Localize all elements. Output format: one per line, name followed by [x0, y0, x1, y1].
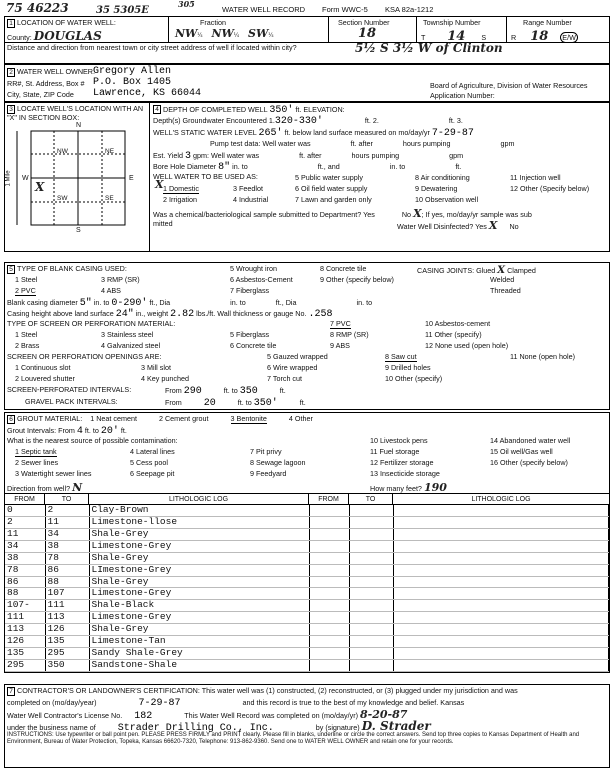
owner-address: P.O. Box 1405	[93, 77, 172, 88]
use-domestic: 1 Domestic	[163, 184, 199, 193]
log-description: Clay-Brown	[89, 505, 309, 516]
table-row	[5, 516, 609, 528]
owner-city: Lawrence, KS 66044	[93, 88, 202, 99]
hand-note: 75 46223	[6, 1, 69, 15]
log-from: 107-	[5, 600, 45, 612]
yield-value: 3	[184, 151, 191, 162]
log-from: 78	[5, 564, 45, 576]
section-well-depth: 3 LOCATE WELL'S LOCATION WITH AN "X" IN SECTION BOX: N S W E NW NE SW SE X 1 Mile 4 DEPTH OF COMPLETED WELL 350' ft. ELEVATION: Depth(s) Groundwater Encountered 1.320-330' ft. 2. ft. 3. WELL'S STATIC WATER LEVEL 265' ft. below land surface measured on mo/day/yr 7-29-87 Pump test data: Well water was ft. after hours pumping gpm Est. Yield 3 gpm: Well water was ft. after hours pumping gpm Bore Hole Diameter 8" in. to ft., and in. to ft. WELL WATER TO BE USED AS: X 1 Domestic 2 Irrigation 3 Feedlot 4 Industrial 5 Public water supply 6 Oil field water supply 7 Lawn and garden only 8 Air conditioning 9 Dewatering 10 Observation well 11 Injection well 12 Other (Specify below) Was a chemical/bacteriological sample submitted to Department? Yes No X; If yes, mo/day/yr sample was sub mitted Water Well Disinfected? Yes X No	[4, 102, 610, 252]
fraction-1: NW	[175, 27, 198, 40]
lithologic-log: FROM TO LITHOLOGIC LOG FROM TO LITHOLOGIC LOG 0 2 Clay-Brown 2 11 Limestone-llose 11 34 Shale-Grey 34 38 Limestone-Grey 38 78 Shale-Grey 78 86 LImestone-Grey 86 88 Shale-Grey 88 107 Limestone-Grey 107- 111 Shale-Black 111 113 Limestone-Grey 113 126 Shale-Grey 126 135 Limestone-Tan 135 295 Sandy Shale-Grey 295 350 Sandstone-Shale	[4, 494, 610, 673]
opening-saw-cut: 8 Saw cut	[385, 352, 417, 361]
log-from: 0	[5, 505, 45, 516]
perf-from: 290	[183, 386, 202, 397]
hand-note-2: 35 5305E	[96, 5, 149, 16]
range-value: 18	[530, 29, 549, 44]
log-description: Sandstone-Shale	[89, 659, 309, 671]
screen-pvc: 7 PVC	[330, 319, 351, 328]
log-description: Limestone-llose	[89, 516, 309, 528]
log-description: Shale-Grey	[89, 528, 309, 540]
county-value: DOUGLAS	[33, 29, 102, 43]
log-from: 34	[5, 540, 45, 552]
disinfect-yes-mark: X	[488, 219, 498, 232]
county-label: County:	[7, 33, 32, 42]
direction-label: Distance and direction from nearest town or city street address of well if located within city?	[7, 43, 297, 52]
log-from: 11	[5, 528, 45, 540]
log-to: 295	[45, 648, 89, 660]
casing-weight: 2.82	[170, 309, 195, 320]
log-to: 107	[45, 588, 89, 600]
contam-septic: 1 Septic tank	[15, 447, 57, 456]
log-to: 86	[45, 564, 89, 576]
gravel-from: 20	[203, 398, 216, 409]
table-row	[5, 505, 609, 516]
log-description: Sandy Shale-Grey	[89, 648, 309, 660]
section-grout: 6 GROUT MATERIAL: 1 Neat cement 2 Cement grout 3 Bentonite 4 Other Grout Intervals: From 4 ft. to 20' ft. What is the nearest source of possible contamination: 1 Septic tank 2 Sewer lines 3 Watertight sewer lines 4 Lateral lines 5 Cess pool 6 Seepage pit 7 Pit privy 8 Sewage lagoon 9 Feedyard 10 Livestock pens 11 Fuel storage 12 Fertilizer storage 13 Insecticide storage 14 Abandoned water well 15 Oil well/Gas well 16 Other (specify below) Direction from well? N How many feet? 190	[4, 412, 610, 494]
log-from: 295	[5, 659, 45, 671]
log-to: 135	[45, 636, 89, 648]
section-certification: 7 CONTRACTOR'S OR LANDOWNER'S CERTIFICATION: This water well was (1) constructed, (2) reconstructed, or (3) plugged under my jurisdiction and was completed on (mo/day/year) 7-29-87 and this record is true to the best of my knowledge and belief. Kansas Water Well Contractor's License No. 182 This Water Well Record was completed on (mo/day/yr) 8-20-87 under the business name of Strader Drilling Co., Inc. by (signature) D. Strader INSTRUCTIONS: Use typewriter or ball point pen. PLEASE PRESS FIRMLY and PRINT clearly. Please fill in blanks, underline or circle the correct answers. Send top three copies to Kansas Department of Health and Environment, Bureau of Water Protection, Topeka, Kansas 66620-7320, Telephone: 913-862-9360. Send one to WATER WELL OWNER and retain one for your records.	[4, 684, 610, 768]
distance-value: 190	[423, 481, 447, 494]
log-from: 111	[5, 612, 45, 624]
log-to: 126	[45, 624, 89, 636]
location-label: LOCATION OF WATER WELL:	[17, 18, 116, 27]
log-from: 2	[5, 516, 45, 528]
table-row	[5, 576, 609, 588]
license-number: 182	[134, 711, 153, 722]
perf-to: 350	[239, 386, 258, 397]
casing-depth: 0-290'	[111, 298, 148, 309]
township-value: 14	[447, 29, 466, 44]
log-to: 34	[45, 528, 89, 540]
table-row	[5, 540, 609, 552]
record-date: 8-20-87	[360, 708, 408, 721]
form-title: WATER WELL RECORD	[222, 5, 306, 14]
log-from: 86	[5, 576, 45, 588]
static-date: 7-29-87	[431, 128, 474, 139]
well-location-mark: X	[35, 180, 45, 194]
owner-name: Gregory Allen	[93, 66, 172, 77]
section-label: Section Number	[338, 18, 390, 27]
table-row	[5, 588, 609, 600]
chem-no-mark: X	[413, 207, 422, 220]
log-to: 113	[45, 612, 89, 624]
log-to: 111	[45, 600, 89, 612]
direction-value: N	[72, 481, 83, 494]
log-description: Limestone-Tan	[89, 636, 309, 648]
section-value: 18	[358, 26, 377, 41]
direction-value: 5½ S 3½ W of Clinton	[355, 41, 503, 55]
table-row	[5, 659, 609, 671]
range-label: Range Number	[523, 18, 572, 27]
log-from: 38	[5, 552, 45, 564]
casing-height: 24"	[115, 309, 134, 320]
signature: D. Strader	[361, 719, 431, 733]
section-owner: 2 WATER WELL OWNER: Gregory Allen RR#, St. Address, Box # P.O. Box 1405 City, State, ZIP Code Lawrence, KS 66044 Board of Agriculture, Division of Water Resources Application Number:	[4, 64, 610, 102]
form-number: Form WWC-5	[322, 5, 368, 14]
table-row	[5, 600, 609, 612]
log-to: 350	[45, 659, 89, 671]
table-row	[5, 564, 609, 576]
log-description: Limestone-Grey	[89, 612, 309, 624]
ksa-number: KSA 82a-1212	[385, 5, 434, 14]
gravel-to: 350'	[253, 398, 278, 409]
table-row	[5, 636, 609, 648]
table-row	[5, 612, 609, 624]
log-description: Shale-Grey	[89, 576, 309, 588]
instructions: INSTRUCTIONS: Use typewriter or ball point pen. PLEASE PRESS FIRMLY and PRINT clearly. Please fill in blanks, underline or circle the correct answers. Send top three copies to Kansas Department of Health and Environment, Bureau of Water Protection, Topeka, Kansas 66620-7320, Telephone: 913-862-9360. Send one to WATER WELL OWNER and retain one for your records.	[7, 732, 580, 746]
section-casing: 5 TYPE OF BLANK CASING USED: 1 Steel 2 PVC 3 RMP (SR) 4 ABS 5 Wrought iron 6 Asbestos-Cement 7 Fiberglass 8 Concrete tile 9 Other (specify below) CASING JOINTS: Glued X Clamped Welded Threaded Blank casing diameter 5" in. to 0-290' ft., Dia in. to ft., Dia in. to Casing height above land surface 24" in., weight 2.82 lbs./ft. Wall thickness or gauge No. .258 TYPE OF SCREEN OR PERFORATION MATERIAL: 1 Steel 2 Brass 3 Stainless steel 4 Galvanized steel 5 Fiberglass 6 Concrete tile 7 PVC 8 RMP (SR) 9 ABS 10 Asbestos-cement 11 Other (specify) 12 None used (open hole) SCREEN OR PERFORATION OPENINGS ARE: 1 Continuous slot 2 Louvered shutter 3 Mill slot 4 Key punched 5 Gauzed wrapped 6 Wire wrapped 7 Torch cut 8 Saw cut 9 Drilled holes 10 Other (specify) 11 None (open hole) SCREEN-PERFORATED INTERVALS: From 290 ft. to 350 ft. GRAVEL PACK INTERVALS: From 20 ft. to 350' ft.	[4, 262, 610, 410]
hand-note-3: 305	[178, 0, 195, 9]
casing-pvc: 2 PVC	[15, 286, 36, 295]
log-description: Limestone-Grey	[89, 540, 309, 552]
log-from: 126	[5, 636, 45, 648]
gauge-value: .258	[308, 309, 333, 320]
log-from: 113	[5, 624, 45, 636]
log-from: 88	[5, 588, 45, 600]
grout-from: 4	[76, 426, 83, 437]
completed-date: 7-29-87	[138, 698, 181, 709]
lithologic-log-table	[5, 505, 609, 672]
casing-diameter: 5"	[79, 298, 92, 309]
static-level-value: 265'	[258, 128, 283, 139]
depth-value: 350'	[269, 105, 294, 116]
log-description: Shale-Grey	[89, 552, 309, 564]
table-row	[5, 528, 609, 540]
grout-to: 20'	[100, 426, 119, 437]
log-to: 88	[45, 576, 89, 588]
fraction-3: SW	[248, 27, 269, 40]
fraction-2: NW	[211, 27, 234, 40]
section-location: 1 LOCATION OF WATER WELL: County: DOUGLAS Fraction NW¼ NW¼ SW¼ Section Number 18 Township Number T 14 S Range Number R 18 E/W Distance and direction from nearest town or city street address of well if located within city? 5½ S 3½ W of Clinton	[4, 16, 610, 64]
fraction-label: Fraction	[200, 18, 226, 27]
log-description: LImestone-Grey	[89, 564, 309, 576]
use-mark: X	[155, 178, 164, 191]
groundwater-value: 320-330'	[274, 116, 323, 127]
township-label: Township Number	[423, 18, 481, 27]
grout-bentonite: 3 Bentonite	[230, 414, 267, 423]
log-to: 11	[45, 516, 89, 528]
log-description: Limestone-Grey	[89, 588, 309, 600]
log-to: 38	[45, 540, 89, 552]
table-row	[5, 648, 609, 660]
bore-value: 8"	[218, 162, 231, 173]
log-to: 78	[45, 552, 89, 564]
business-name: Strader Drilling Co., Inc.	[117, 723, 274, 734]
log-description: Shale-Black	[89, 600, 309, 612]
table-row	[5, 624, 609, 636]
log-to: 2	[45, 505, 89, 516]
log-from: 135	[5, 648, 45, 660]
log-description: Shale-Grey	[89, 624, 309, 636]
table-row	[5, 552, 609, 564]
